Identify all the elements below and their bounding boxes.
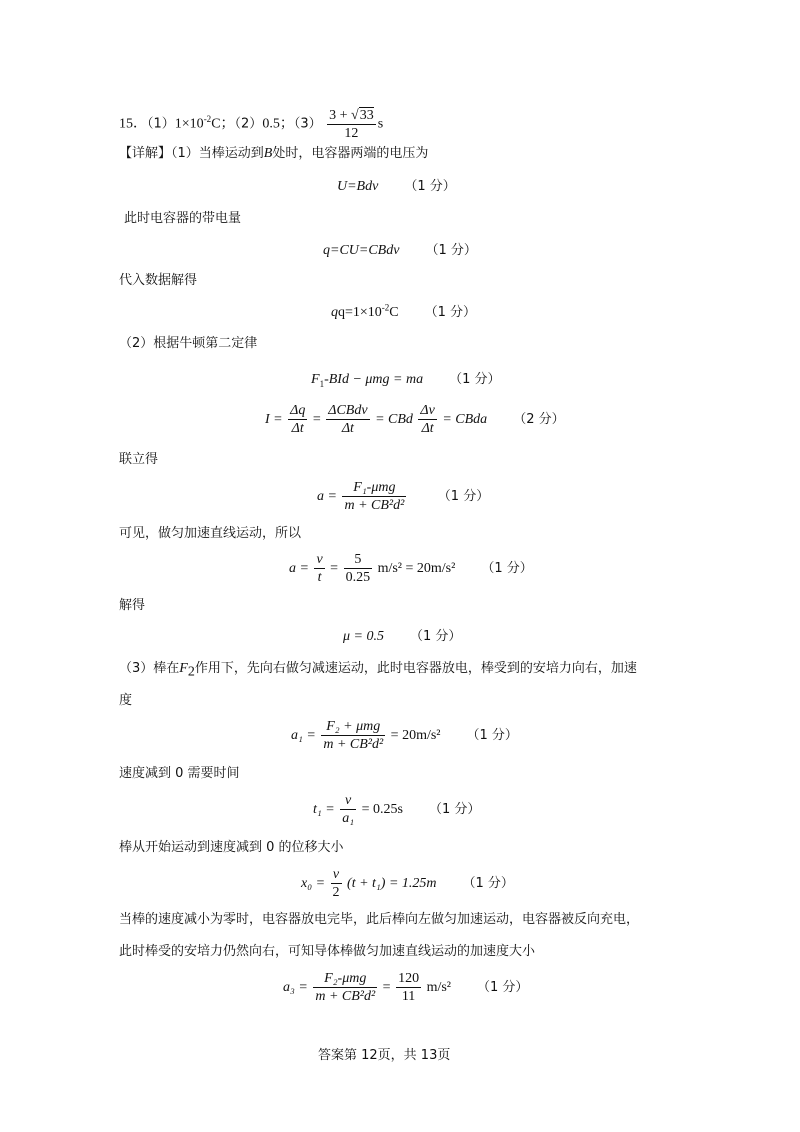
detail-line-1: 【详解】（1）当棒运动到B处时，电容器两端的电压为	[119, 146, 429, 161]
text-line-3: 代入数据解得	[119, 273, 198, 288]
equation-3: $qq=1\times 10^{-2}C$ （1 分）	[331, 302, 477, 320]
text-line-12: 当棒的速度减小为零时，电容器放电完毕，此后棒向左做匀加速运动，电容器被反向充电，	[119, 912, 640, 927]
equation-5: I = $\frac{\Delta q}{\Delta t}$ = $\frac{\text{ΔCBdv}}{\Delta t}$ = CBd $\frac{\Delta v}{\Delta t}$ = CBda （2 分）	[265, 403, 565, 437]
page-footer: 答案第 12页，共 13页	[318, 1048, 451, 1063]
answer-summary: 15．$(1)1\times 10^{-2}C$；（2）0.5；（3） $\frac{3 + √33}{12}$ s	[119, 108, 384, 141]
equation-9: a₁ = $\frac{\text{F₂ + μmg}}{\text{m + CB²d²}}$ = 20m/s² （1 分）	[291, 719, 518, 753]
text-line-2: 此时电容器的带电量	[124, 211, 242, 226]
text-line-8: （3）棒在$F_2$作用下，先向右做匀减速运动，此时电容器放电，棒受到的安培力向右，加速	[119, 661, 637, 680]
equation-6: a = $\frac{\text{F₁-μmg}}{\text{m + CB²d²}}$ （1 分）	[317, 480, 490, 514]
equation-10: t₁ = $\frac{v}{\text{a₁}}$ = 0.25s （1 分）	[313, 793, 481, 827]
text-line-11: 棒从开始运动到速度减到 0 的位移大小	[119, 840, 344, 855]
equation-12: a₃ = $\frac{\text{F₂-μmg}}{\text{m + CB²d²}}$ = $\frac{120}{11}$ m/s² （1 分）	[283, 971, 529, 1005]
text-line-6: 可见，做匀加速直线运动，所以	[119, 526, 302, 541]
equation-7: a = $\frac{v}{t}$ = $\frac{5}{0.25}$ m/s² = 20m/s² （1 分）	[289, 552, 533, 586]
text-line-7: 解得	[119, 598, 146, 613]
equation-8: μ = 0.5 （1 分）	[343, 629, 462, 644]
text-line-5: 联立得	[119, 452, 159, 467]
equation-1: U=Bdv （1 分）	[337, 179, 456, 194]
part3-fraction: $\frac{3 + √33}{12}$	[329, 108, 374, 141]
equation-2: q=CU=CBdv （1 分）	[323, 243, 477, 258]
equation-11: x₀ = $\frac{v}{2}$ (t + t₁) = 1.25m （1 分）	[301, 867, 514, 901]
text-line-4: （2）根据牛顿第二定律	[119, 336, 258, 351]
text-line-10: 速度减到 0 需要时间	[119, 766, 240, 781]
text-line-13: 此时棒受的安培力仍然向右，可知导体棒做匀加速直线运动的加速度大小	[119, 944, 536, 959]
text-line-9: 度	[119, 693, 133, 708]
equation-4: $F_1$-BId − μmg = ma （1 分）	[311, 372, 501, 389]
